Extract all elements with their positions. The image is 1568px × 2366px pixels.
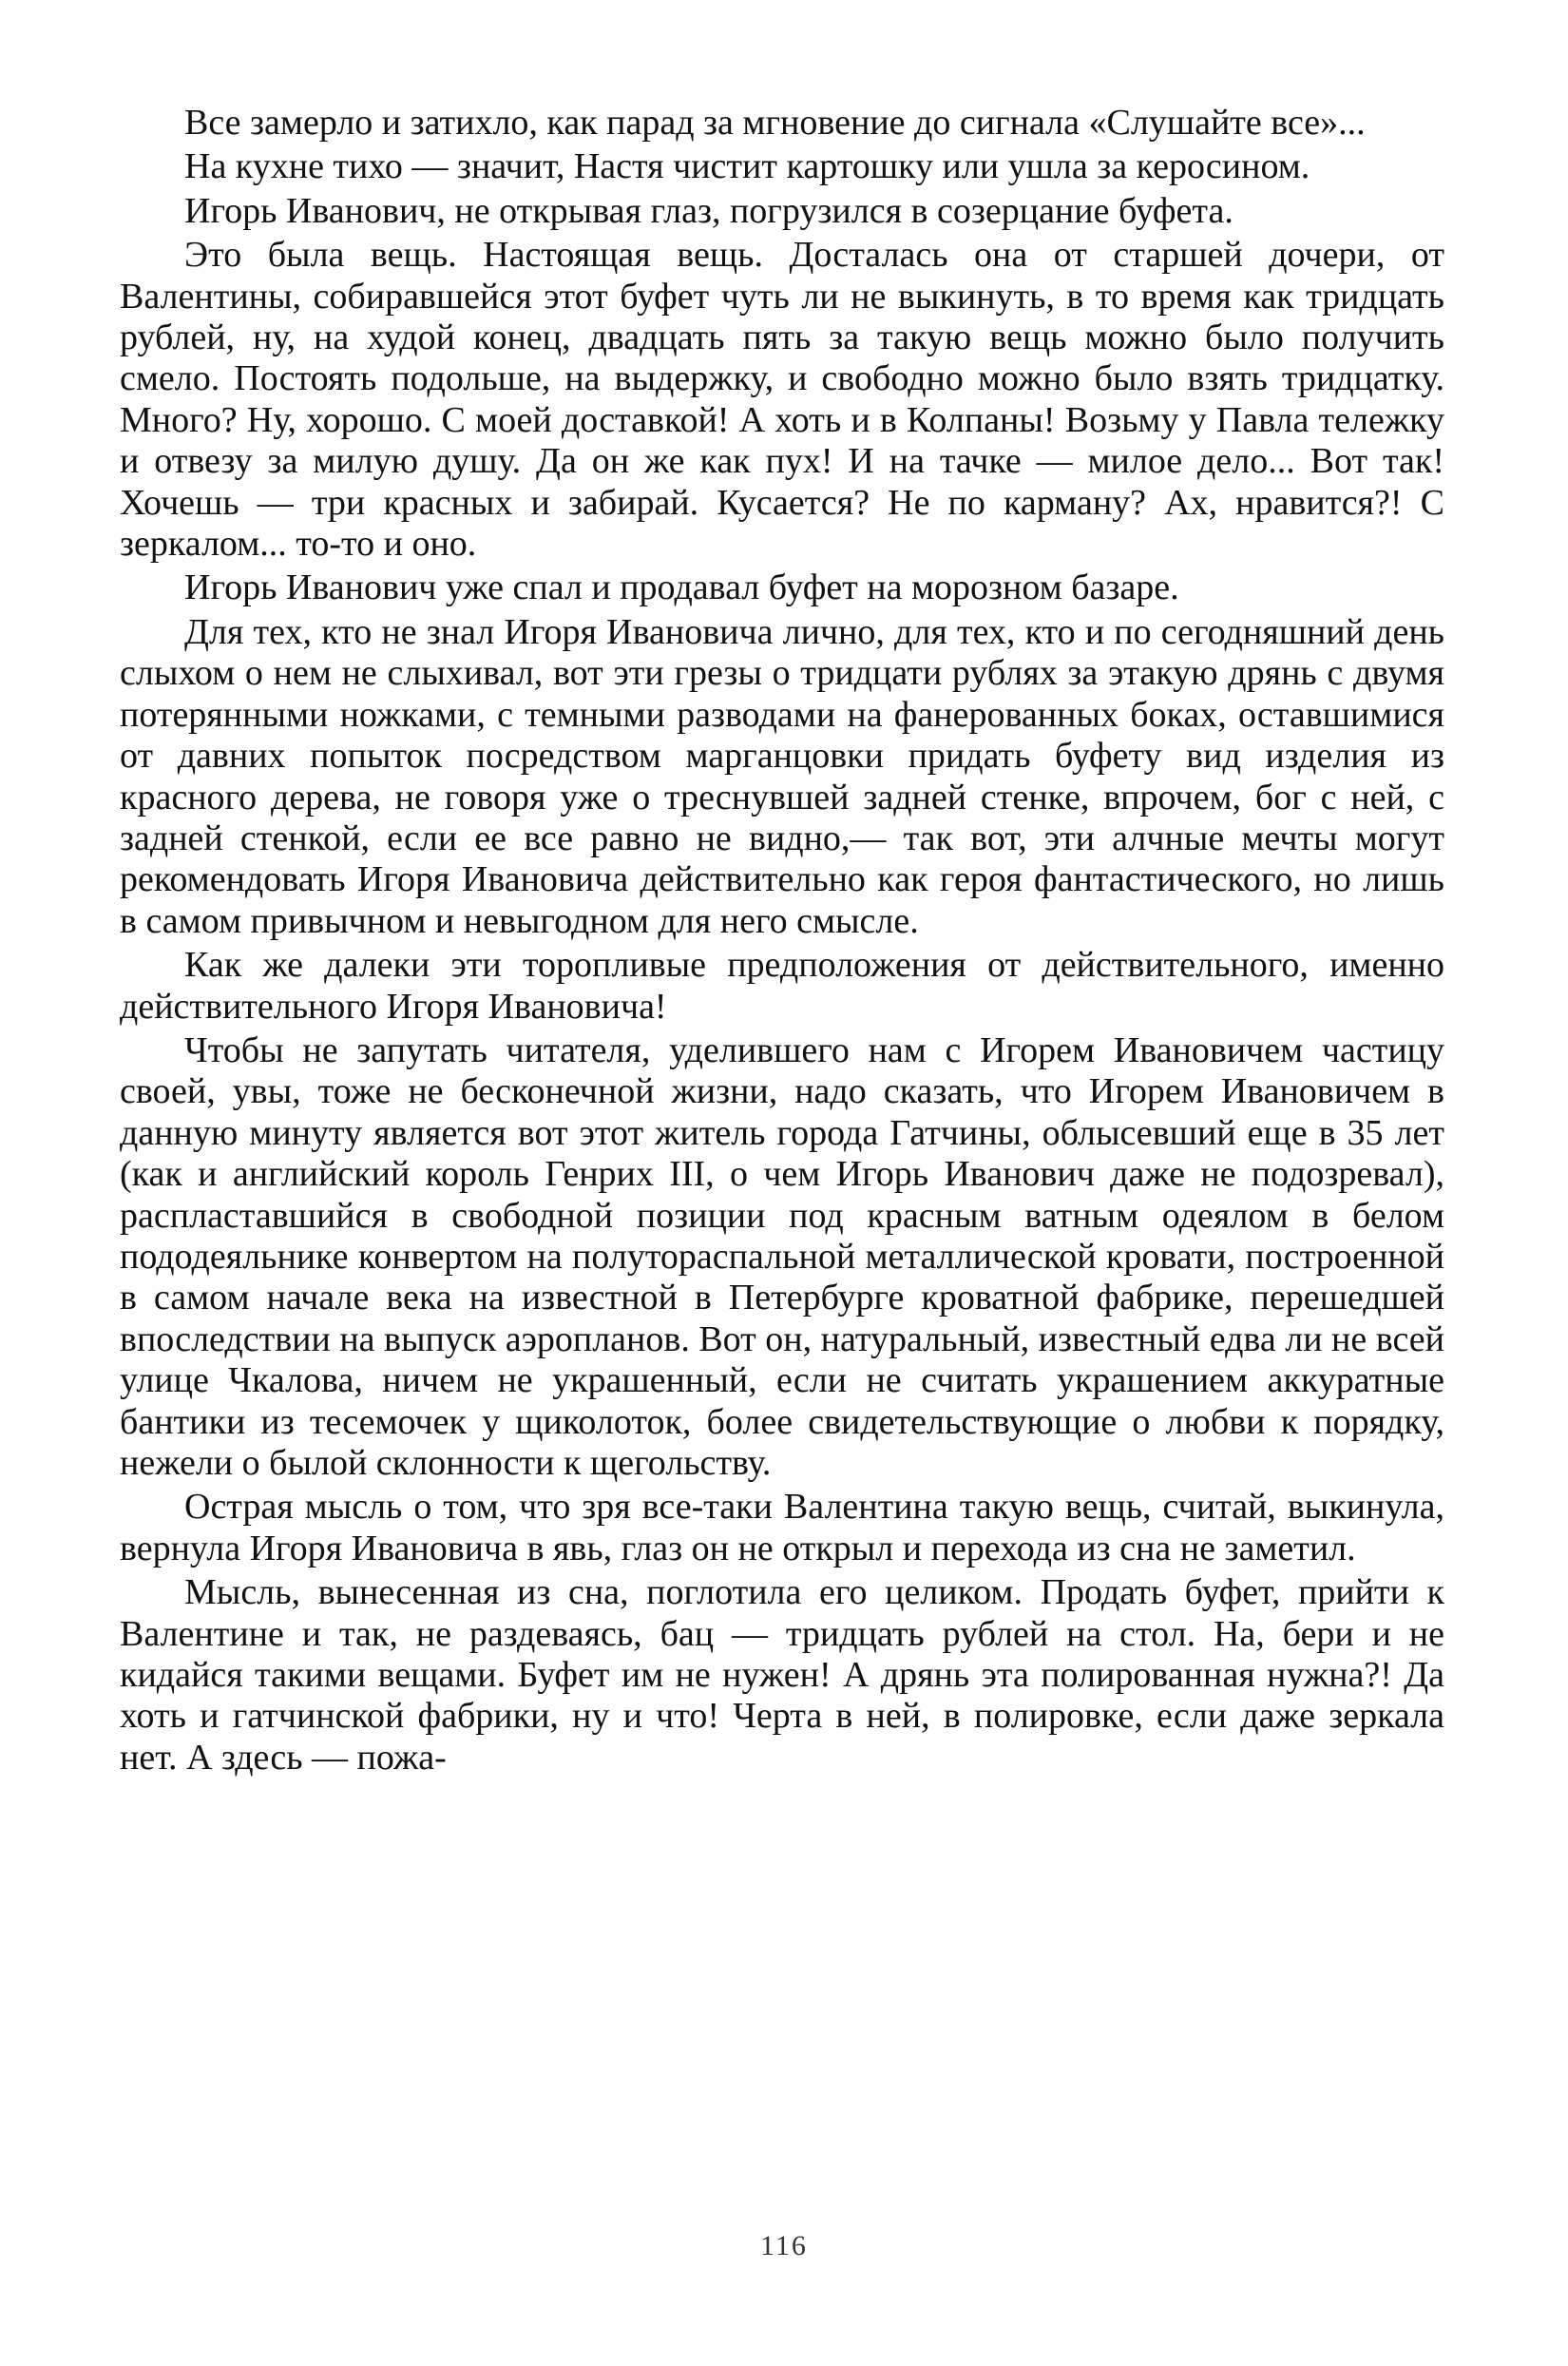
paragraph-9: Острая мысль о том, что зря все-таки Валентина такую вещь, считай, выкинула, вернула Игоря Ивановича в явь, глаз он не открыл и перехода из сна не заметил. xyxy=(120,1487,1444,1568)
paragraph-5: Игорь Иванович уже спал и продавал буфет на морозном базаре. xyxy=(184,567,1179,608)
paragraph-8: Чтобы не запутать читателя, уделившего нам с Игорем Ивановичем частицу своей, увы, тоже не бесконечной жизни, надо сказать, что Игорем Ивановичем в данную минуту является вот этот житель города Гатчины, облысевший еще в 35 лет (как и английский король Генрих III, о чем Игорь Иванович даже не подозревал), распластавшийся в свободной позиции под красным ватным одеялом в белом пододеяльнике конвертом на полутораспальной металлической кровати, построенной в самом начале века на известной в Петербурге кроватной фабрике, перешедшей впоследствии на выпуск аэропланов. Вот он, натуральный, известный едва ли не всей улице Чкалова, ничем не украшенный, если не считать украшением аккуратные бантики из тесемочек у щиколоток, более свидетельствующие о любви к порядку, нежели о былой склонности к щегольству. xyxy=(120,1029,1444,1483)
page-number: 116 xyxy=(760,2230,808,2261)
body-text xyxy=(120,103,1444,1781)
paragraph-4: Это была вещь. Настоящая вещь. Досталась она от старшей дочери, от Валентины, собиравшейся этот буфет чуть ли не выкинуть, в то время как тридцать рублей, ну, на худой конец, двадцать пять за такую вещь можно было получить смело. Постоять подольше, на выдержку, и свободно можно было взять тридцатку. Много? Ну, хорошо. С моей доставкой! А хоть и в Колпаны! Возьму у Павла тележку и отвезу за милую душу. Да он же как пух! И на тачке — милое дело... Вот так! Хочешь — три красных и забирай. Кусается? Не по карману? Ах, нравится?! С зеркалом... то-то и оно. xyxy=(120,235,1444,565)
paragraph-3: Игорь Иванович, не открывая глаз, погрузился в созерцание буфета. xyxy=(184,190,1233,231)
paragraph-2: На кухне тихо — значит, Настя чистит картошку или ушла за керосином. xyxy=(184,146,1310,187)
paragraph-7: Как же далеки эти торопливые предположения от действительного, именно действительного Игоря Ивановича! xyxy=(120,945,1444,1027)
paragraph-10: Мысль, вынесенная из сна, поглотила его целиком. Продать буфет, прийти к Валентине и так, не раздеваясь, бац — тридцать рублей на стол. На, бери и не кидайся такими вещами. Буфет им не нужен! А дрянь эта полированная нужна?! Да хоть и гатчинской фабрики, ну и что! Черта в ней, в полировке, если даже зеркала нет. А здесь — пожа- xyxy=(120,1572,1444,1778)
paragraph-1: Все замерло и затихло, как парад за мгновение до сигнала «Слушайте все»... xyxy=(184,103,1366,143)
paragraph-6: Для тех, кто не знал Игоря Ивановича лично, для тех, кто и по сегодняшний день слыхом о нем не слыхивал, вот эти грезы о тридцати рублях за этакую дрянь с двумя потерянными ножками, с темными разводами на фанерованных боках, оставшимися от давних попыток посредством марганцовки придать буфету вид изделия из красного дерева, не говоря уже о треснувшей задней стенке, впрочем, бог с ней, с задней стенкой, если ее все равно не видно,— так вот, эти алчные мечты могут рекомендовать Игоря Ивановича действительно как героя фантастического, но лишь в самом привычном и невыгодном для него смысле. xyxy=(120,611,1444,941)
